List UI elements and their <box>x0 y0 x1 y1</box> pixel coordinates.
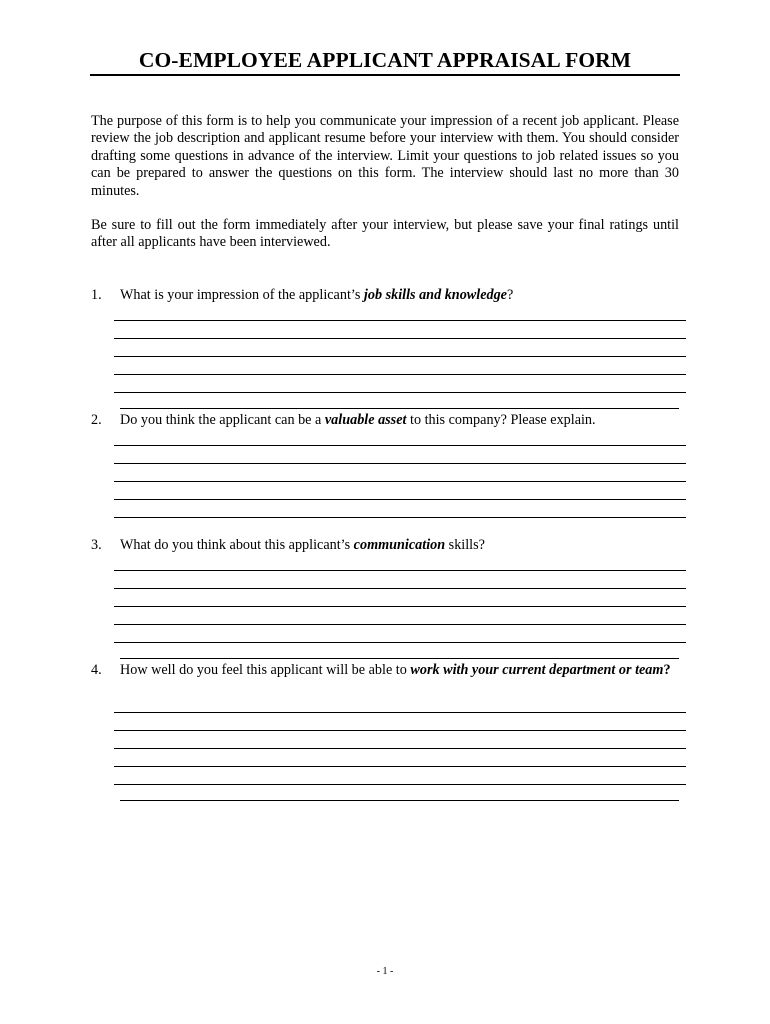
answer-line[interactable] <box>114 784 686 785</box>
answer-line[interactable] <box>114 463 686 464</box>
intro-paragraph-1: The purpose of this form is to help you communicate your impression of a recent job applicant. Please review the job description and applicant resume before your interview with them. You should consider drafting some questions in advance of the interview. Limit your questions to job related issues so you can be prepared to answer the questions on this form. The interview should last no more than 30 minutes. <box>91 113 679 199</box>
answer-line[interactable] <box>114 570 686 571</box>
question-text-before: What is your impression of the applicant’s <box>120 287 364 303</box>
answer-line[interactable] <box>114 624 686 625</box>
question-text-after: ? <box>663 662 671 678</box>
answer-line[interactable] <box>114 445 686 446</box>
question-emphasis: work with your current department or team <box>410 662 664 678</box>
answer-line[interactable] <box>114 517 686 518</box>
question-number: 3. <box>91 537 102 553</box>
question-text <box>120 287 680 304</box>
answer-line[interactable] <box>120 658 679 659</box>
answer-line[interactable] <box>114 642 686 643</box>
answer-line[interactable] <box>114 712 686 713</box>
question-text-after: to this company? Please explain. <box>406 412 596 428</box>
question-text <box>120 662 680 679</box>
answer-line[interactable] <box>114 588 686 589</box>
question-emphasis: job skills and knowledge <box>363 287 507 303</box>
question-text-after: skills? <box>445 537 485 553</box>
answer-line[interactable] <box>114 499 686 500</box>
form-title: CO-EMPLOYEE APPLICANT APPRAISAL FORM <box>138 48 632 72</box>
question-number: 4. <box>91 662 102 678</box>
question-text-before: What do you think about this applicant’s <box>120 537 354 553</box>
answer-line[interactable] <box>120 800 679 801</box>
answer-line[interactable] <box>114 320 686 321</box>
answer-line[interactable] <box>114 606 686 607</box>
question-text <box>120 537 680 554</box>
question-text-before: Do you think the applicant can be a <box>120 412 325 428</box>
answer-line[interactable] <box>114 356 686 357</box>
question-text-after: ? <box>506 287 514 303</box>
question-text <box>120 412 680 429</box>
question-emphasis: communication <box>353 537 446 553</box>
title-underline <box>90 74 680 76</box>
question-emphasis: valuable asset <box>324 412 407 428</box>
answer-line[interactable] <box>114 730 686 731</box>
answer-line[interactable] <box>114 374 686 375</box>
intro-paragraph-2: Be sure to fill out the form immediately after your interview, but please save your final ratings until after all applicants have been interviewed. <box>91 217 679 251</box>
answer-line[interactable] <box>114 766 686 767</box>
answer-line[interactable] <box>114 748 686 749</box>
answer-line[interactable] <box>114 392 686 393</box>
answer-line[interactable] <box>114 338 686 339</box>
question-text-before: How well do you feel this applicant will be able to <box>120 662 411 678</box>
question-number: 1. <box>91 287 102 303</box>
answer-line[interactable] <box>120 408 679 409</box>
question-number: 2. <box>91 412 102 428</box>
answer-line[interactable] <box>114 481 686 482</box>
page-number: - 1 - <box>376 966 394 977</box>
